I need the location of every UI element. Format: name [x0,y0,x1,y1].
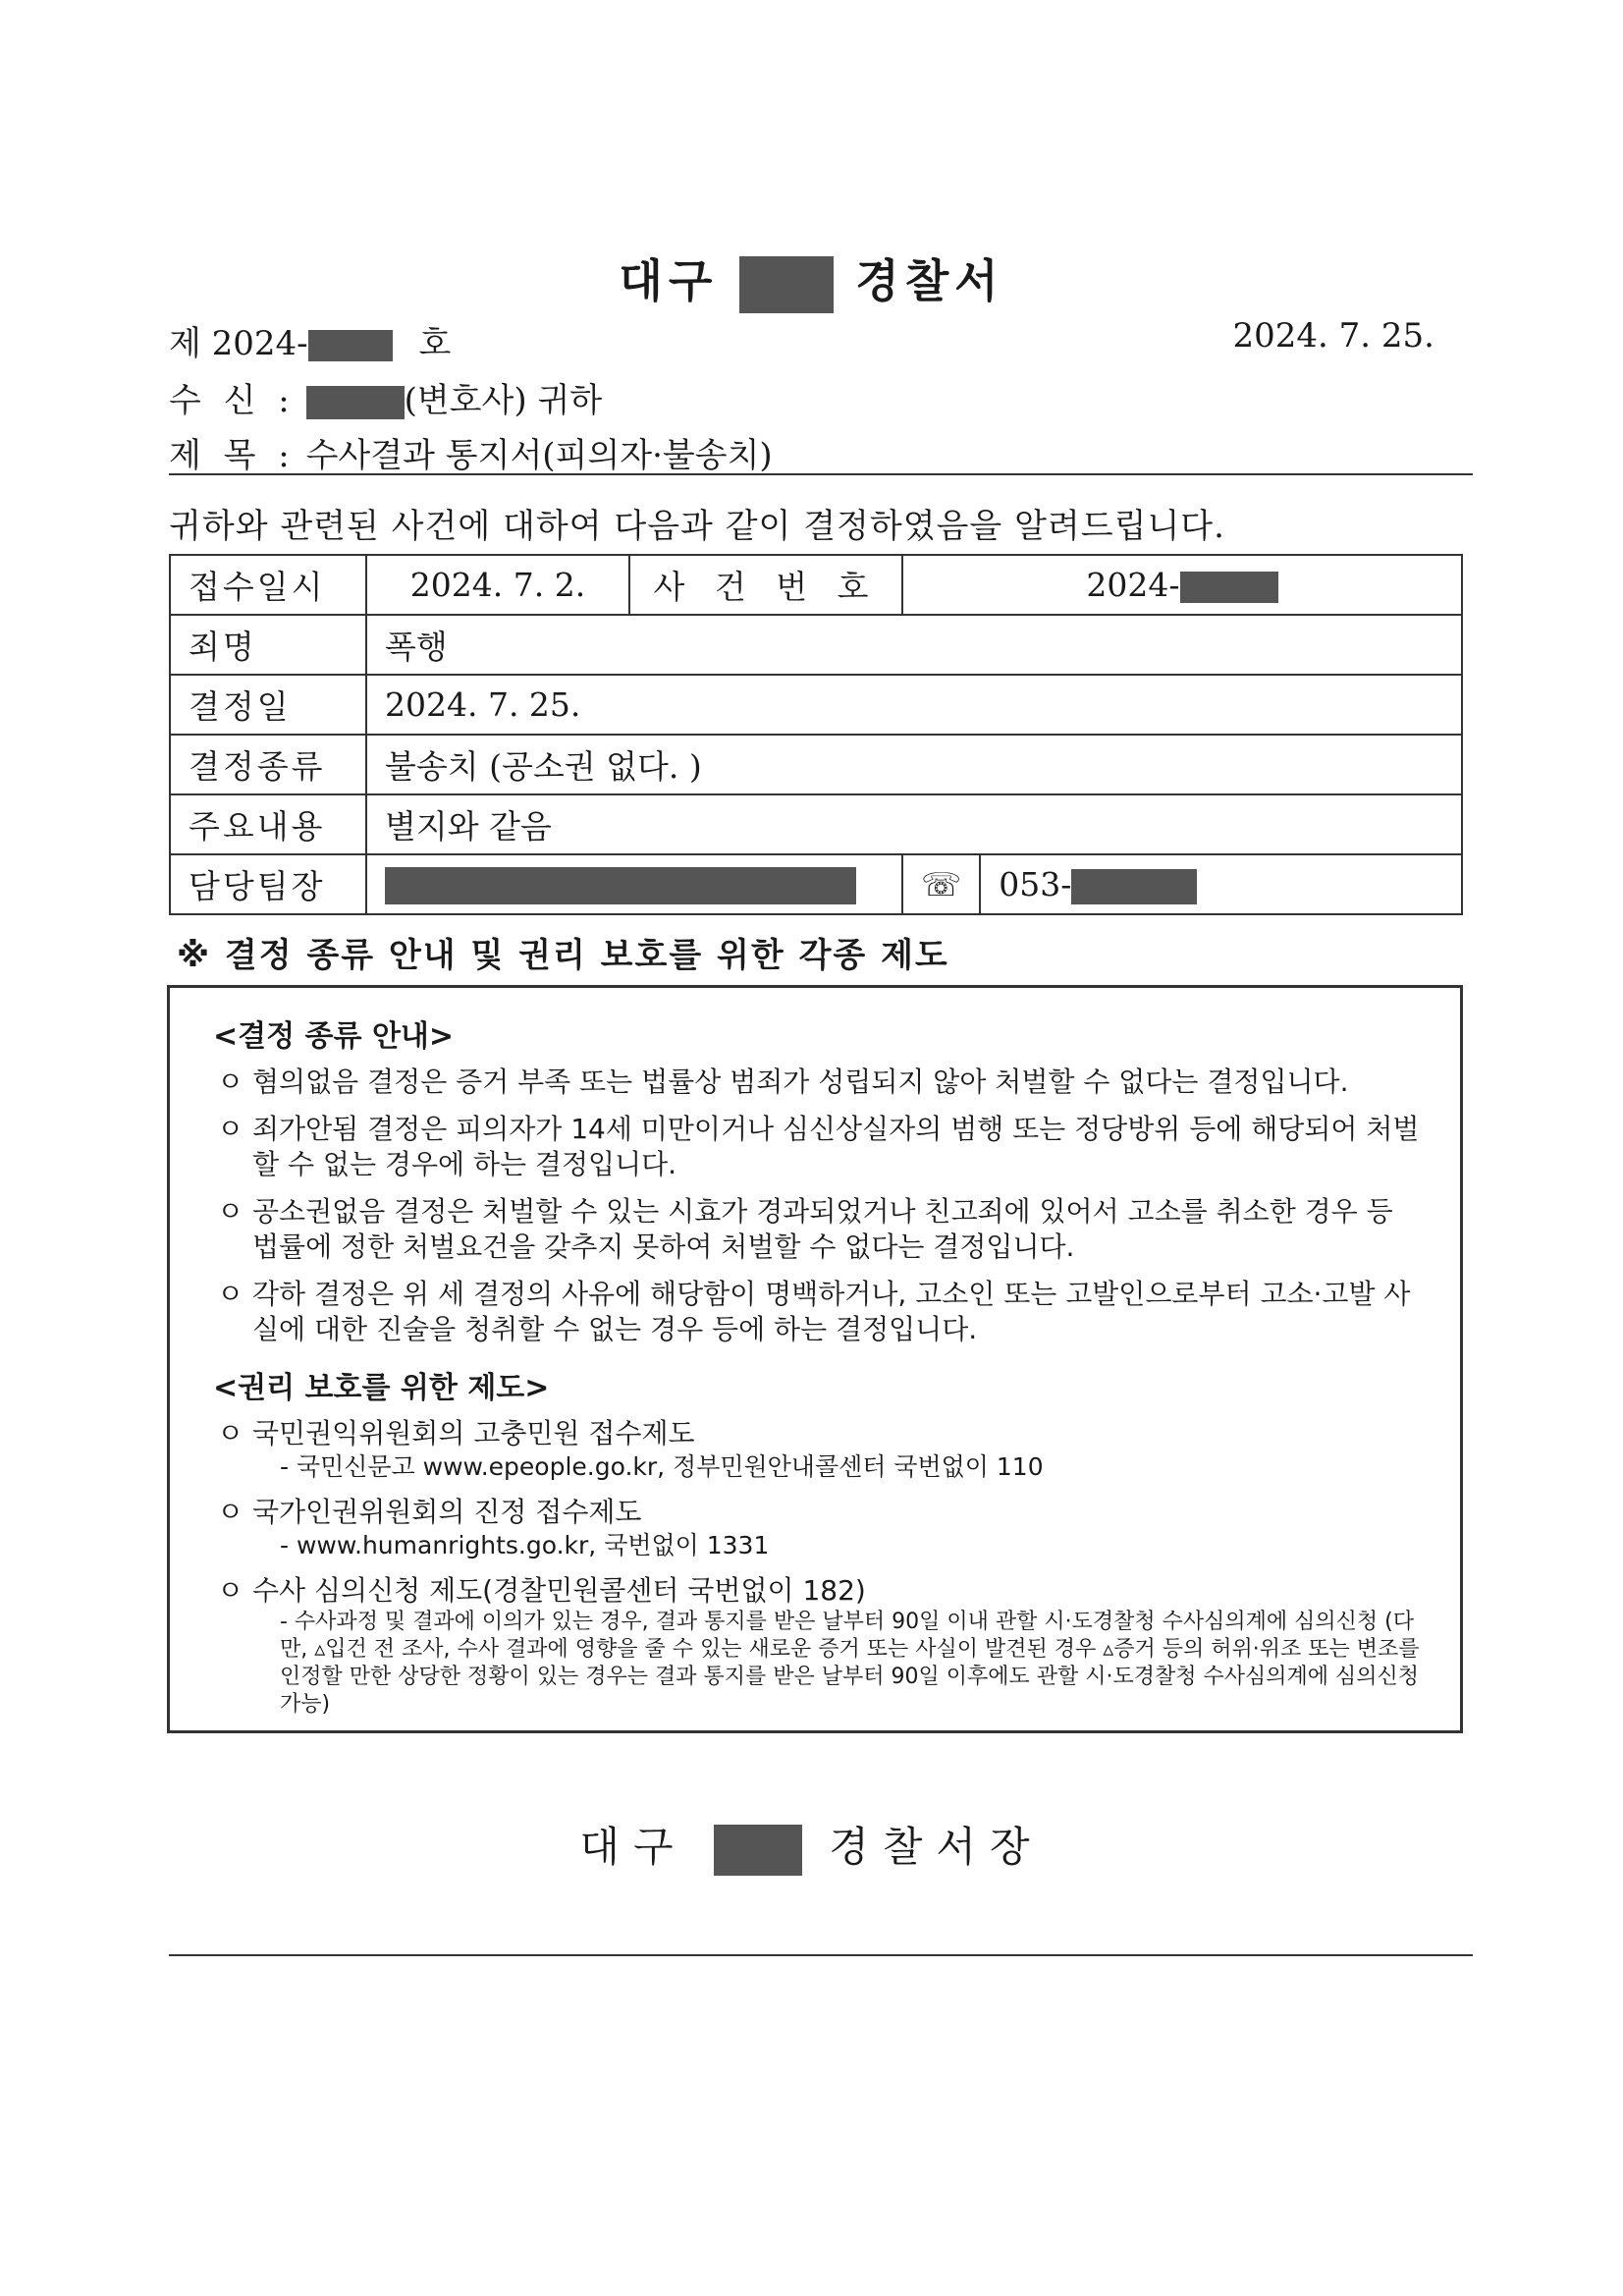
team-leader-cell [366,854,902,914]
list-item-text: 혐의없음 결정은 증거 부족 또는 법률상 범죄가 성립되지 않아 처벌할 수 없다는 결정입니다. [252,1066,1349,1098]
footer-divider [169,1954,1473,1956]
table-row [170,735,1462,794]
table-row [170,555,1462,615]
list-item-text: 각하 결정은 위 세 결정의 사유에 해당함이 명백하거나, 고소인 또는 고발인으로부터 고소·고발 사실에 대한 진술을 청취할 수 없는 경우 등에 하는 결정입니다. [252,1278,1411,1345]
doc-number-suffix: 호 [418,324,452,363]
footer-city: 대구 [579,1823,687,1871]
rights-detail: - 국민신문고 www.epeople.go.kr, 정부민원안내콜센터 국번없이 110 [280,1452,1044,1481]
rights-title: 수사 심의신청 제도(경찰민원콜센터 국번없이 182) [252,1574,866,1607]
list-item [213,1065,1427,1100]
list-item [213,1277,1427,1347]
list-item [213,1112,1427,1182]
case-no-cell [902,555,1462,615]
issue-date: 2024. 7. 25. [1232,316,1434,355]
bullet-icon: ㅇ [217,1066,244,1098]
table-row [170,794,1462,854]
redaction-box [308,330,393,361]
case-no-prefix: 2024- [1086,566,1180,604]
phone-cell [980,854,1462,914]
subject-line [169,428,773,476]
redaction-box [1180,572,1278,603]
list-item [213,1194,1427,1265]
list-item [213,1416,1427,1483]
case-no-label: 사 건 번 호 [629,555,902,615]
recipient-suffix: (변호사) 귀하 [404,381,603,420]
rights-detail: - 수사과정 및 결과에 이의가 있는 경우, 결과 통지를 받은 날부터 90일 이내 관할 시·도경찰청 수사심의계에 심의신청 (다만, ▵입건 전 조사, 수사 결과에 영향을 줄 수 있는 새로운 증거 또는 사실이 발견된 경우 ▵증거 등의 허위·위조 또는 변조를 인정할 만한 상당한 정황이 있는 경우는 결과 통지를 받은 날부터 90일 이후에도 관할 시·도경찰청 수사심의계에 심의신청 가능) [280,1610,1420,1717]
list-item-text: 공소권없음 결정은 처벌할 수 있는 시효가 경과되었거나 친고죄에 있어서 고소를 취소한 경우 등 법률에 정한 처벌요건을 갖추지 못하여 처벌할 수 없다는 결정입니다. [252,1195,1393,1263]
intro-text: 귀하와 관련된 사건에 대하여 다음과 같이 결정하였음을 알려드립니다. [169,507,1225,546]
title-office: 경찰서 [855,254,1004,307]
bullet-icon: ㅇ [217,1113,244,1145]
rights-title: 국가인권위원회의 진정 접수제도 [252,1496,642,1528]
table-row [170,675,1462,735]
list-item-text: 죄가안됨 결정은 피의자가 14세 미만이거나 심신상실자의 범행 또는 정당방위 등에 해당되어 처벌할 수 없는 경우에 하는 결정입니다. [252,1113,1420,1180]
case-info-table [169,554,1463,915]
document-title [0,246,1623,313]
redaction-box [385,867,856,904]
team-leader-label: 담당팀장 [170,854,366,914]
rights-heading: <권리 보호를 위한 제도> [213,1371,550,1405]
list-item [213,1495,1427,1561]
subject-label: 제 목 : [169,436,296,475]
divider [169,473,1473,475]
bullet-icon: ㅇ [217,1574,244,1607]
bullet-icon: ㅇ [217,1278,244,1310]
crime-value: 폭행 [366,615,1462,675]
list-item [213,1573,1427,1719]
doc-number [169,316,451,364]
main-content-label: 주요내용 [170,794,366,854]
receipt-label: 접수일시 [170,555,366,615]
receipt-value: 2024. 7. 2. [366,555,629,615]
decision-date-value: 2024. 7. 25. [366,675,1462,735]
subject-text: 수사결과 통지서(피의자·불송치) [305,436,773,475]
rights-title: 국민권익위원회의 고충민원 접수제도 [252,1417,695,1449]
notice-heading: ※ 결정 종류 안내 및 권리 보호를 위한 각종 제도 [177,936,949,975]
redaction-box [739,256,834,313]
phone-icon: ☏ [902,854,980,914]
decision-date-label: 결정일 [170,675,366,735]
decision-type-value: 불송치 (공소권 없다. ) [366,735,1462,794]
recipient-label: 수 신 : [169,381,296,420]
doc-number-prefix: 제 2024- [169,324,308,363]
title-city: 대구 [619,254,719,307]
bullet-icon: ㅇ [217,1195,244,1228]
recipient-line [169,373,602,421]
bullet-icon: ㅇ [217,1496,244,1528]
bullet-icon: ㅇ [217,1417,244,1449]
issuer-signature [0,1815,1623,1876]
decision-types-heading: <결정 종류 안내> [213,1019,455,1054]
decision-type-label: 결정종류 [170,735,366,794]
redaction-box [306,386,405,419]
table-row [170,615,1462,675]
rights-detail: - www.humanrights.go.kr, 국번없이 1331 [280,1531,770,1559]
main-content-value: 별지와 같음 [366,794,1462,854]
phone-prefix: 053- [999,864,1072,903]
table-row [170,854,1462,914]
redaction-box [714,1825,802,1876]
redaction-box [1071,869,1197,904]
crime-label: 죄명 [170,615,366,675]
footer-office: 경찰서장 [829,1823,1044,1871]
guide-box [167,985,1463,1733]
